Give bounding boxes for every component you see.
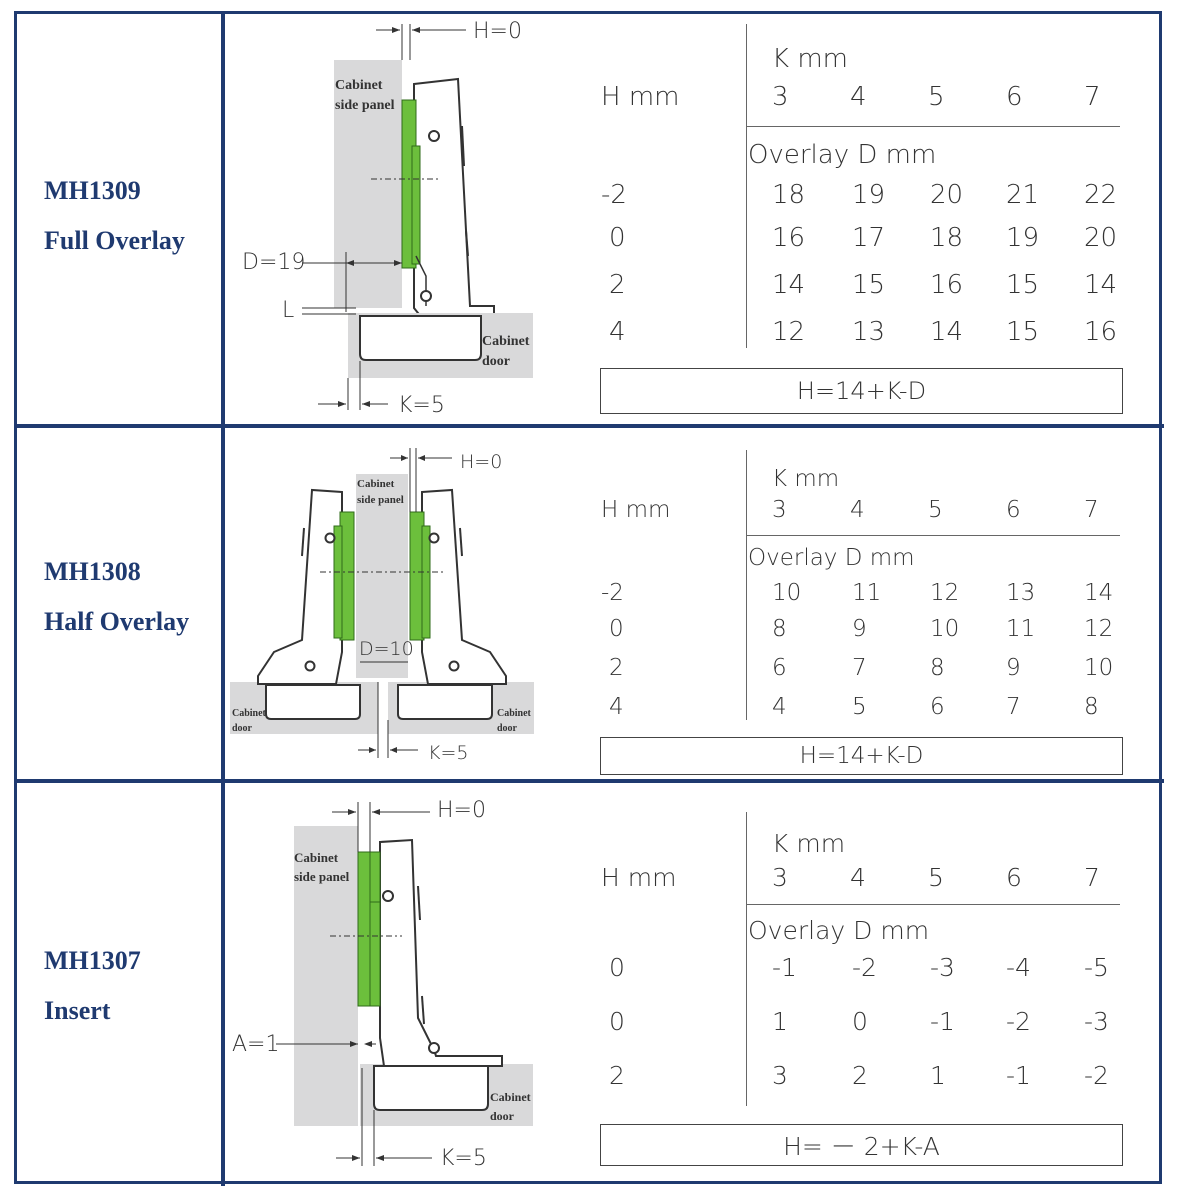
table-cell: -2 — [1006, 1007, 1031, 1036]
k-value: 6 — [1006, 497, 1021, 523]
table-cell: -1 — [772, 953, 797, 982]
formula-box: H=14+K-D — [600, 737, 1123, 775]
table-cell: 9 — [1006, 655, 1021, 681]
h-value: -2 — [601, 180, 627, 210]
h-value: 0 — [609, 223, 626, 253]
h-dimension-label: H=0 — [460, 451, 503, 473]
model-code-3: MH1307 — [44, 946, 141, 975]
a-dimension-label: A=1 — [232, 1032, 280, 1057]
table-cell: 10 — [930, 616, 960, 642]
table-cell: 2 — [852, 1061, 868, 1090]
h-value: 0 — [609, 616, 624, 642]
model-code-1: MH1309 — [44, 176, 141, 205]
table-cell: 7 — [1006, 694, 1021, 720]
table-cell: 0 — [852, 1007, 868, 1036]
table-cell: 10 — [1084, 655, 1114, 681]
table-cell: -2 — [852, 953, 877, 982]
k-header: K mm — [772, 44, 848, 74]
d-header: Overlay D mm — [748, 916, 930, 945]
table-cell: 17 — [852, 223, 886, 253]
table-cell: 5 — [852, 694, 867, 720]
k-value: 5 — [928, 863, 944, 892]
h-value: 2 — [609, 270, 626, 300]
h-header: H mm — [601, 82, 680, 112]
table-cell: 20 — [930, 180, 964, 210]
table-cell: 13 — [852, 317, 886, 347]
table-cell: -3 — [930, 953, 955, 982]
table-cell: 16 — [930, 270, 964, 300]
k-value: 4 — [850, 863, 866, 892]
k-value: 3 — [772, 497, 787, 523]
table-cell: 6 — [772, 655, 787, 681]
table-cell: 7 — [852, 655, 867, 681]
k-dimension-label: K=5 — [428, 742, 469, 764]
k-value: 3 — [772, 863, 788, 892]
table-cell: 8 — [930, 655, 945, 681]
k-value: 7 — [1084, 863, 1100, 892]
table-cell: 11 — [852, 580, 882, 606]
door-label: Cabinet door — [482, 334, 530, 369]
panel-label: Cabinet side panel — [357, 478, 404, 506]
d-header: Overlay D mm — [748, 545, 915, 571]
table-cell: 11 — [1006, 616, 1036, 642]
h-value: 4 — [609, 694, 624, 720]
table-cell: 16 — [772, 223, 806, 253]
model-type-1: Full Overlay — [44, 226, 185, 255]
table-cell: 14 — [1084, 580, 1114, 606]
k-value: 4 — [850, 82, 867, 112]
model-type-2: Half Overlay — [44, 607, 190, 636]
door-label: Cabinet door — [490, 1090, 531, 1123]
d-header: Overlay D mm — [748, 140, 937, 170]
table-cell: -4 — [1006, 953, 1031, 982]
k-dimension-label: K=5 — [440, 1146, 487, 1171]
table-cell: 22 — [1084, 180, 1118, 210]
door-label-right: Cabinet door — [497, 708, 531, 734]
k-dimension-label: K=5 — [398, 393, 445, 418]
k-value: 7 — [1084, 82, 1101, 112]
panel-label: Cabinet side panel — [294, 850, 350, 884]
table-cell: 15 — [1006, 317, 1040, 347]
table-cell: 8 — [1084, 694, 1099, 720]
table-cell: -3 — [1084, 1007, 1109, 1036]
d-dimension-label: D=19 — [242, 250, 306, 275]
table-cell: 12 — [930, 580, 960, 606]
table-cell: 10 — [772, 580, 802, 606]
formula-box: H= － 2+K-A — [600, 1124, 1123, 1166]
table-cell: 6 — [930, 694, 945, 720]
h-dimension-label: H=0 — [437, 798, 486, 823]
table-cell: 3 — [772, 1061, 788, 1090]
k-value: 5 — [928, 497, 943, 523]
formula-box: H=14+K-D — [600, 368, 1123, 414]
panel-label: Cabinet side panel — [335, 78, 395, 113]
table-cell: 18 — [930, 223, 964, 253]
k-value: 4 — [850, 497, 865, 523]
table-cell: 8 — [772, 616, 787, 642]
table-cell: -1 — [1006, 1061, 1031, 1090]
h-dimension-label: H=0 — [473, 19, 522, 44]
h-value: 0 — [609, 953, 625, 982]
table-cell: -5 — [1084, 953, 1109, 982]
table-cell: 1 — [930, 1061, 946, 1090]
k-header: K mm — [772, 829, 846, 858]
d-dimension-label: D=10 — [359, 638, 414, 660]
column-divider — [221, 11, 225, 1186]
k-value: 7 — [1084, 497, 1099, 523]
table-cell: 15 — [852, 270, 886, 300]
table-cell: 19 — [852, 180, 886, 210]
hinge-diagram-full-overlay — [226, 16, 586, 421]
table-cell: 12 — [772, 317, 806, 347]
h-value: 4 — [609, 317, 626, 347]
table-cell: 15 — [1006, 270, 1040, 300]
h-header: H mm — [601, 863, 677, 892]
h-header: H mm — [601, 497, 671, 523]
table-cell: 4 — [772, 694, 787, 720]
door-label-left: Cabinet door — [232, 708, 266, 734]
table-cell: -1 — [930, 1007, 955, 1036]
h-value: 0 — [609, 1007, 625, 1036]
k-value: 5 — [928, 82, 945, 112]
table-cell: 9 — [852, 616, 867, 642]
page-frame — [14, 11, 1162, 1184]
table-cell: 20 — [1084, 223, 1118, 253]
table-cell: 16 — [1084, 317, 1118, 347]
h-value: 2 — [609, 655, 624, 681]
table-cell: -2 — [1084, 1061, 1109, 1090]
h-value: 2 — [609, 1061, 625, 1090]
table-cell: 1 — [772, 1007, 788, 1036]
row-divider-2 — [14, 779, 1164, 783]
model-type-3: Insert — [44, 996, 111, 1025]
l-dimension-label: L — [282, 298, 295, 323]
k-header: K mm — [772, 466, 840, 492]
table-cell: 14 — [930, 317, 964, 347]
k-value: 3 — [772, 82, 789, 112]
table-cell: 21 — [1006, 180, 1040, 210]
h-value: -2 — [601, 580, 624, 606]
k-value: 6 — [1006, 863, 1022, 892]
table-cell: 14 — [772, 270, 806, 300]
hinge-diagram-half-overlay — [226, 430, 586, 775]
model-code-2: MH1308 — [44, 557, 141, 586]
table-cell: 18 — [772, 180, 806, 210]
table-cell: 12 — [1084, 616, 1114, 642]
row-divider-1 — [14, 424, 1164, 428]
hinge-diagram-insert — [226, 786, 586, 1181]
k-value: 6 — [1006, 82, 1023, 112]
table-cell: 14 — [1084, 270, 1118, 300]
table-cell: 19 — [1006, 223, 1040, 253]
table-cell: 13 — [1006, 580, 1036, 606]
